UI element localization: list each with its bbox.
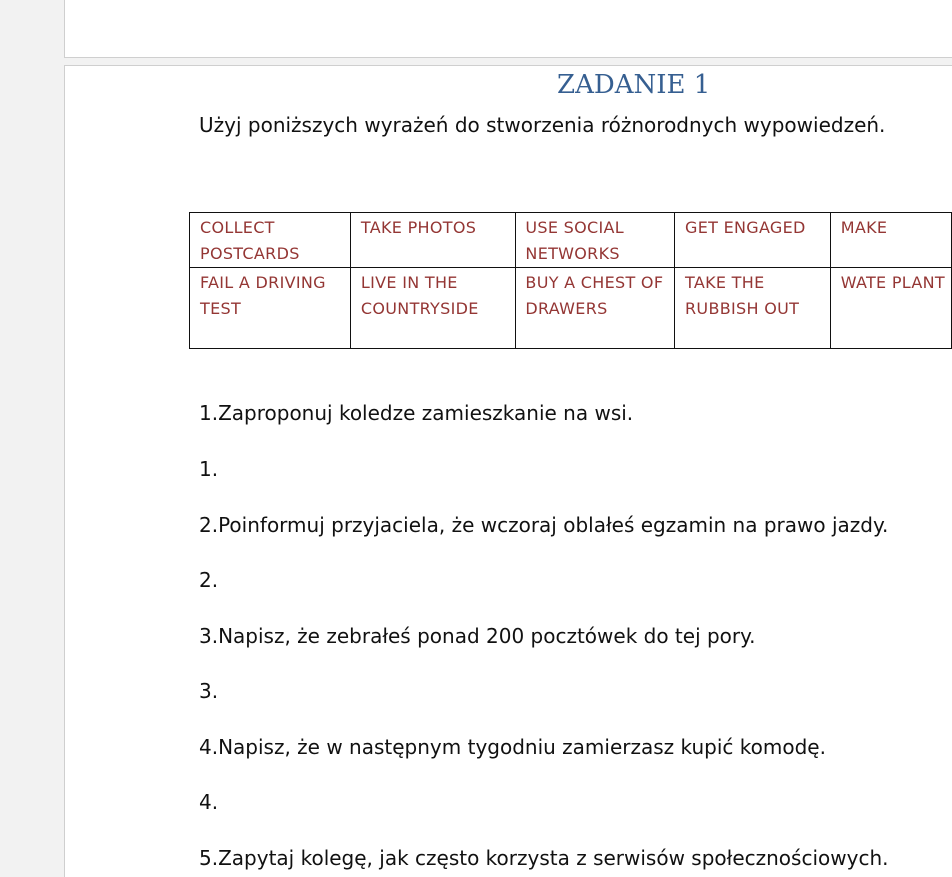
task-prompt: 3.Napisz, że zebrałeś ponad 200 pocztówek do tej pory. xyxy=(199,624,756,648)
table-row xyxy=(190,213,952,268)
task-prompt: 5.Zapytaj kolegę, jak często korzysta z serwisów społecznościowych. xyxy=(199,846,889,870)
table-cell: TAKE THE RUBBISH OUT xyxy=(675,268,831,349)
table-cell: COLLECT POSTCARDS xyxy=(190,213,351,268)
phrase-table xyxy=(189,212,952,349)
table-row xyxy=(190,268,952,349)
task-prompt: 4.Napisz, że w następnym tygodniu zamierzasz kupić komodę. xyxy=(199,735,826,759)
instruction-text: Użyj poniższych wyrażeń do stworzenia różnorodnych wypowiedzeń. xyxy=(199,113,886,137)
previous-page xyxy=(64,0,952,58)
answer-line[interactable]: 2. xyxy=(199,568,219,592)
table-cell: WATE PLANT xyxy=(830,268,951,349)
answer-line[interactable]: 4. xyxy=(199,790,219,814)
task-prompt: 1.Zaproponuj koledze zamieszkanie na wsi. xyxy=(199,401,634,425)
answer-line[interactable]: 1. xyxy=(199,457,219,481)
task-prompt: 2.Poinformuj przyjaciela, że wczoraj oblałeś egzamin na prawo jazdy. xyxy=(199,513,889,537)
table-cell: BUY A CHEST OF DRAWERS xyxy=(516,268,675,349)
table-cell: USE SOCIAL NETWORKS xyxy=(516,213,675,268)
table-cell: FAIL A DRIVING TEST xyxy=(190,268,351,349)
answer-line[interactable]: 3. xyxy=(199,679,219,703)
table-cell: MAKE xyxy=(830,213,951,268)
table-cell: LIVE IN THE COUNTRYSIDE xyxy=(350,268,516,349)
table-cell: TAKE PHOTOS xyxy=(350,213,516,268)
table-cell: GET ENGAGED xyxy=(675,213,831,268)
page-title: ZADANIE 1 xyxy=(557,70,711,100)
